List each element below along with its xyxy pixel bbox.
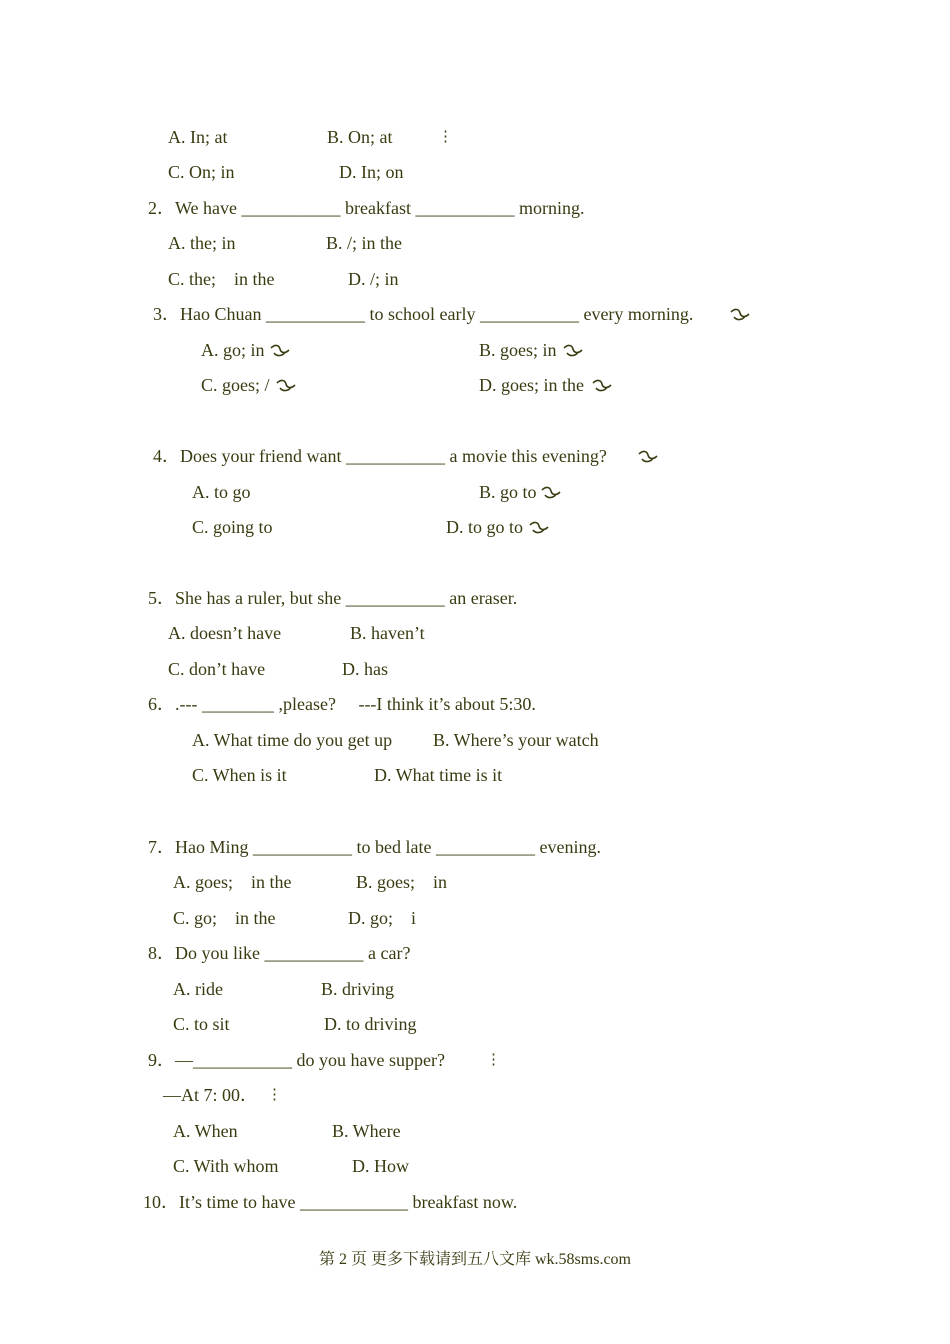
decorative-swirl-icon [730,308,750,322]
q2-option-b: B. /; in the [326,233,402,253]
vertical-ellipsis-mark: ⋮ [267,1087,282,1103]
q4-option-c: C. going to [192,517,273,537]
q3-option-d: D. goes; in the [479,375,584,395]
q9-stem: 9．—___________ do you have supper? [148,1050,445,1070]
decorative-swirl-icon [592,379,612,393]
q9-option-d: D. How [352,1156,409,1176]
decorative-swirl-icon [276,379,296,393]
q6-option-c: C. When is it [192,765,287,785]
q9-option-b: B. Where [332,1121,401,1141]
q2-stem: 2．We have ___________ breakfast ___________ morning. [148,198,585,218]
q8-option-d: D. to driving [324,1014,417,1034]
q7-option-a: A. goes; in the [173,872,292,892]
q7-stem: 7．Hao Ming ___________ to bed late ___________ evening. [148,837,601,857]
q8-option-c: C. to sit [173,1014,230,1034]
vertical-ellipsis-mark: ⋮ [438,129,453,145]
q9-answer: —At 7: 00． [163,1085,259,1105]
decorative-swirl-icon [638,450,658,464]
q4-stem: 4．Does your friend want ___________ a movie this evening? [153,446,607,466]
q5-option-d: D. has [342,659,388,679]
q4-option-a: A. to go [192,482,251,502]
q3-option-a: A. go; in [201,340,265,360]
q4-option-d: D. to go to [446,517,524,537]
q8-option-b: B. driving [321,979,395,999]
q5-stem: 5．She has a ruler, but she ___________ an eraser. [148,588,518,608]
decorative-swirl-icon [541,486,561,500]
q10-stem: 10．It’s time to have ____________ breakfast now. [143,1192,518,1212]
q1-option-b: B. On; at [327,127,393,147]
q9-option-c: C. With whom [173,1156,279,1176]
q2-option-a: A. the; in [168,233,236,253]
q6-option-d: D. What time is it [374,765,503,785]
q1-option-c: C. On; in [168,162,235,182]
q2-option-d: D. /; in [348,269,399,289]
q6-stem: 6．.--- ________ ,please? ---I think it’s about 5:30. [148,694,536,714]
q1-option-d: D. In; on [339,162,404,182]
decorative-swirl-icon [270,344,290,358]
q3-stem: 3．Hao Chuan ___________ to school early ___________ every morning. [153,304,694,324]
q3-option-b: B. goes; in [479,340,557,360]
q7-option-c: C. go; in the [173,908,276,928]
q9-option-a: A. When [173,1121,238,1141]
q6-option-b: B. Where’s your watch [433,730,599,750]
decorative-swirl-icon [563,344,583,358]
q7-option-d: D. go; i [348,908,417,928]
page-footer: 第 2 页 更多下载请到五八文库 wk.58sms.com [318,1251,631,1268]
q5-option-a: A. doesn’t have [168,623,282,643]
q8-stem: 8．Do you like ___________ a car? [148,943,411,963]
q5-option-c: C. don’t have [168,659,266,679]
vertical-ellipsis-mark: ⋮ [486,1052,501,1068]
q7-option-b: B. goes; in [356,872,448,892]
q4-option-b: B. go to [479,482,537,502]
q6-option-a: A. What time do you get up [192,730,393,750]
q2-option-c: C. the; in the [168,269,275,289]
q8-option-a: A. ride [173,979,223,999]
q3-option-c: C. goes; / [201,375,270,395]
q1-option-a: A. In; at [168,127,228,147]
decorative-swirl-icon [529,521,549,535]
q5-option-b: B. haven’t [350,623,425,643]
